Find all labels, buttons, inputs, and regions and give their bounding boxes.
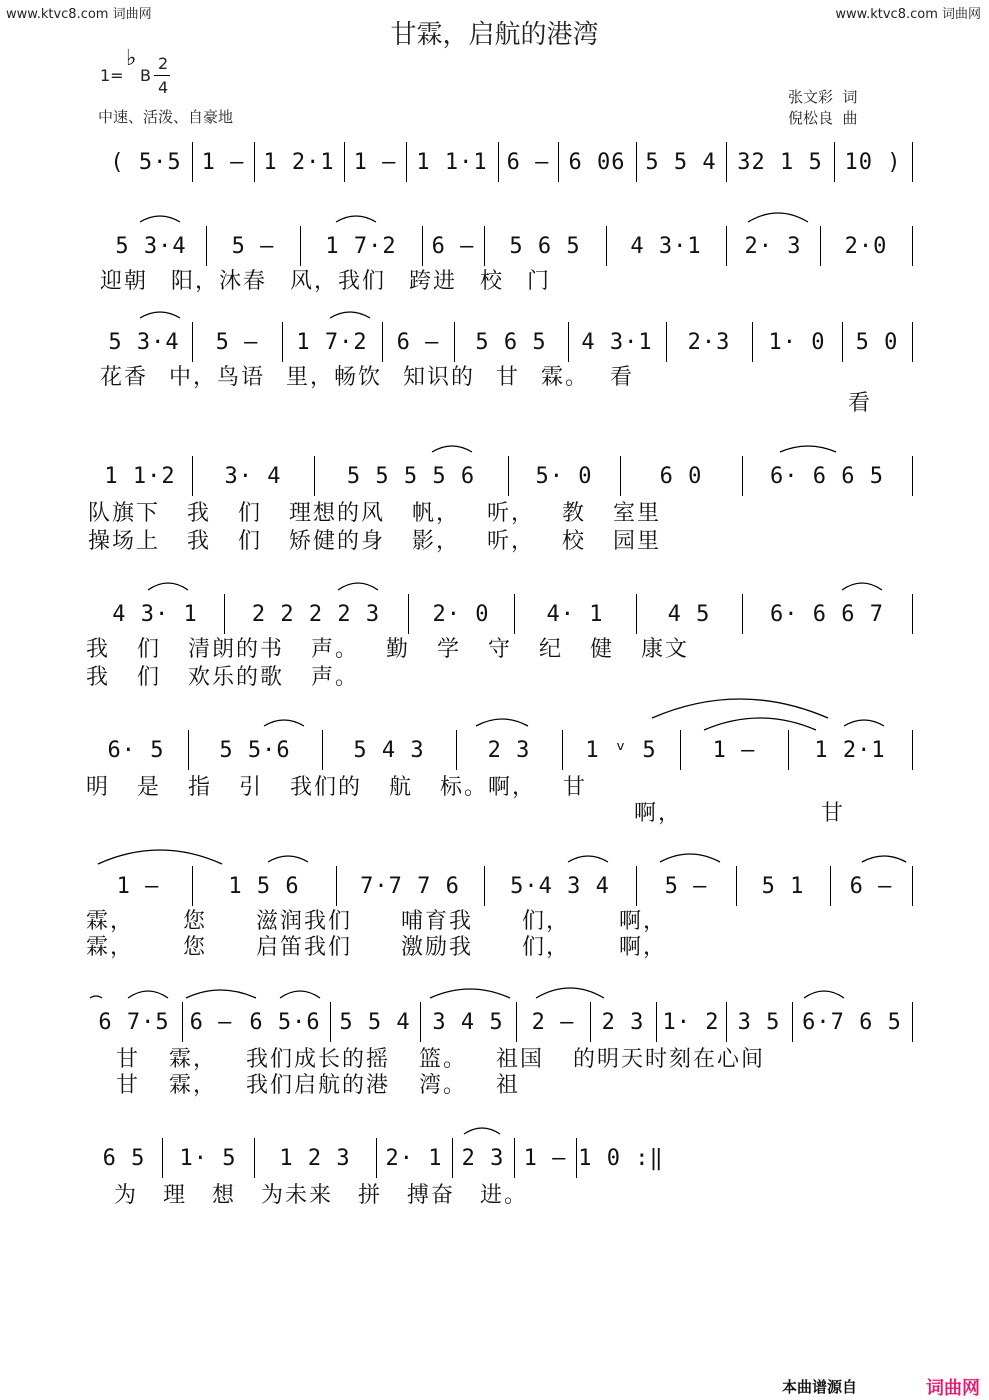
- slur-arc: [568, 856, 608, 862]
- tempo-marking: 中速、活泼、自豪地: [98, 108, 234, 126]
- measure: 1 –: [523, 1146, 567, 1171]
- slur-arc: [140, 216, 180, 222]
- measure: 4 3·1: [630, 234, 702, 259]
- lyrics-line-6a: 霖， 您 滋润我们 哺育我 们， 啊，: [86, 909, 667, 934]
- measure: 5 –: [231, 234, 275, 259]
- lyrics-line-7a: 甘 霖， 我们成长的摇 篮。 祖国 的明天时刻在心间: [116, 1047, 765, 1072]
- lyrics-line-3a: 队旗下 我 们 理想的风 帆， 听， 教 室里: [88, 501, 661, 526]
- slur-arc: [186, 990, 256, 998]
- flat-sign: ♭: [126, 46, 137, 71]
- measure: 3 5: [737, 1010, 781, 1035]
- slur-arc: [98, 850, 222, 864]
- measure: 3 4 5: [432, 1010, 504, 1035]
- lyrics-line-5a: 明 是 指 引 我们的 航 标。啊， 甘: [86, 775, 587, 800]
- slur-arc: [704, 718, 816, 730]
- measure: 2 2 2 2 3: [251, 602, 381, 627]
- measure: 10 ): [844, 150, 902, 175]
- measure: 1 2·1: [814, 738, 886, 763]
- slur-arc: [140, 312, 180, 318]
- measure: 5 –: [664, 874, 708, 899]
- measure: 4 3· 1: [112, 602, 198, 627]
- lyrics-line-3b: 操场上 我 们 矫健的身 影， 听， 校 园里: [88, 529, 661, 554]
- slur-arc: [330, 312, 370, 318]
- measure: 5 5 4: [339, 1010, 411, 1035]
- time-numerator: 2: [158, 54, 169, 73]
- slur-arc: [336, 216, 376, 222]
- slur-arc: [652, 699, 828, 718]
- slur-arc: [862, 856, 906, 862]
- slur-arc: [430, 989, 510, 998]
- footer-brand[interactable]: 词曲网: [926, 1378, 980, 1399]
- measure: 6 –: [849, 874, 893, 899]
- slur-arc: [842, 583, 882, 590]
- measure: 6 5·6: [249, 1010, 321, 1035]
- measure: 1 –: [201, 150, 245, 175]
- measure: 5 0: [855, 330, 899, 355]
- composer-credit: 倪松良 曲: [788, 109, 858, 127]
- slur-arc: [748, 213, 808, 222]
- measure: 1 2·1: [263, 150, 335, 175]
- measure: 1 –: [712, 738, 756, 763]
- measure: 1 –: [116, 874, 160, 899]
- measure: 6 –: [189, 1010, 233, 1035]
- measure: 6 5: [102, 1146, 146, 1171]
- measure: 6 0: [659, 464, 703, 489]
- watermark-right: www.ktvc8.com 词曲网: [835, 7, 981, 22]
- measure: 5 1: [761, 874, 805, 899]
- measure: 5 6 5: [509, 234, 581, 259]
- lyrics-line-5b: 啊， 甘: [634, 801, 845, 826]
- measure: 1· 2: [662, 1010, 720, 1035]
- watermark-left: www.ktvc8.com 词曲网: [6, 7, 152, 22]
- lyrics-line-4a: 我 们 清朗的书 声。 勤 学 守 纪 健 康文: [86, 637, 689, 662]
- key-prefix: 1=: [100, 66, 124, 85]
- lyrics-line-2: 花香 中，鸟语 里，畅饮 知识的 甘 霖。 看: [100, 365, 634, 390]
- measure: 2·0: [844, 234, 888, 259]
- measure: 2 3: [487, 738, 531, 763]
- measure: ( 5·5: [110, 150, 182, 175]
- slur-arc: [268, 856, 308, 862]
- measure: 2 –: [531, 1010, 575, 1035]
- time-denominator: 4: [158, 78, 169, 97]
- measure: 1 1·1: [416, 150, 488, 175]
- lyrics-line-6b: 霖， 您 启笛我们 激励我 们， 啊，: [86, 935, 667, 960]
- measure: 2·3: [687, 330, 731, 355]
- measure: 1· 5: [179, 1146, 237, 1171]
- slur-arc: [90, 996, 102, 998]
- measure: 1· 0: [768, 330, 826, 355]
- slur-arc: [536, 988, 604, 998]
- measure: 6·7 6 5: [802, 1010, 902, 1035]
- slur-arc: [148, 583, 188, 590]
- measure: 1 –: [353, 150, 397, 175]
- lyrics-line-7b: 甘 霖， 我们启航的港 湾。 祖: [116, 1073, 520, 1098]
- measure: 1 2 3: [279, 1146, 351, 1171]
- measure: 32 1 5: [737, 150, 823, 175]
- measure: 5· 0: [535, 464, 593, 489]
- measure: 1 0 :‖: [578, 1146, 664, 1171]
- slur-arc: [780, 446, 836, 452]
- measure: 2 3: [461, 1146, 505, 1171]
- slur-arc: [476, 719, 528, 726]
- measure: 6 –: [431, 234, 475, 259]
- measure: 2· 3: [744, 234, 802, 259]
- measure: 1 7·2: [296, 330, 368, 355]
- slur-arc: [280, 991, 320, 998]
- measure: 6 –: [506, 150, 550, 175]
- measure: 6· 6 6 5: [770, 464, 884, 489]
- slur-arc: [264, 720, 304, 726]
- measure: 5 3·4: [115, 234, 187, 259]
- measure: 1 ᵛ 5: [585, 738, 657, 763]
- measure: 2· 1: [385, 1146, 443, 1171]
- measure: 1 1·2: [104, 464, 176, 489]
- slur-arc: [660, 854, 720, 862]
- slur-arc: [338, 583, 378, 590]
- measure: 6 06: [568, 150, 626, 175]
- lyrics-line-4b: 我 们 欢乐的歌 声。: [86, 665, 359, 690]
- footer-source: 本曲谱源自: [782, 1378, 858, 1396]
- measure: 5 6 5: [475, 330, 547, 355]
- measure: 3· 4: [224, 464, 282, 489]
- measure: 5 4 3: [353, 738, 425, 763]
- measure: 1 7·2: [325, 234, 397, 259]
- measure: 4· 1: [546, 602, 604, 627]
- measure: 5 3·4: [108, 330, 180, 355]
- measure: 5 –: [215, 330, 259, 355]
- measure: 7·7 7 6: [360, 874, 460, 899]
- measure: 1 5 6: [228, 874, 300, 899]
- slur-arc: [432, 446, 472, 452]
- slur-arc: [464, 1128, 500, 1134]
- measure: 2 3: [601, 1010, 645, 1035]
- slur-arc: [128, 991, 168, 998]
- slur-arc: [804, 991, 844, 998]
- measure: 6· 6 6 7: [770, 602, 884, 627]
- measure: 5·4 3 4: [510, 874, 610, 899]
- measure: 5 5 5 5 6: [346, 464, 476, 489]
- measure: 5 5·6: [219, 738, 291, 763]
- measure: 2· 0: [432, 602, 490, 627]
- measure: 4 3·1: [581, 330, 653, 355]
- measure: 4 5: [667, 602, 711, 627]
- measure: 6· 5: [107, 738, 165, 763]
- key-note: B: [140, 66, 151, 85]
- song-title: 甘霖，启航的港湾: [390, 20, 599, 50]
- lyrics-line-2b: 看: [848, 391, 873, 416]
- lyrics-line-1: 迎朝 阳，沐春 风，我们 跨进 校 门: [100, 269, 551, 294]
- measure: 5 5 4: [645, 150, 717, 175]
- slur-arc: [844, 720, 884, 726]
- measure: 6 7·5: [98, 1010, 170, 1035]
- lyrics-line-8: 为 理 想 为未来 拼 搏奋 进。: [114, 1183, 528, 1208]
- measure: 6 –: [396, 330, 440, 355]
- lyricist-credit: 张文彩 词: [788, 88, 858, 106]
